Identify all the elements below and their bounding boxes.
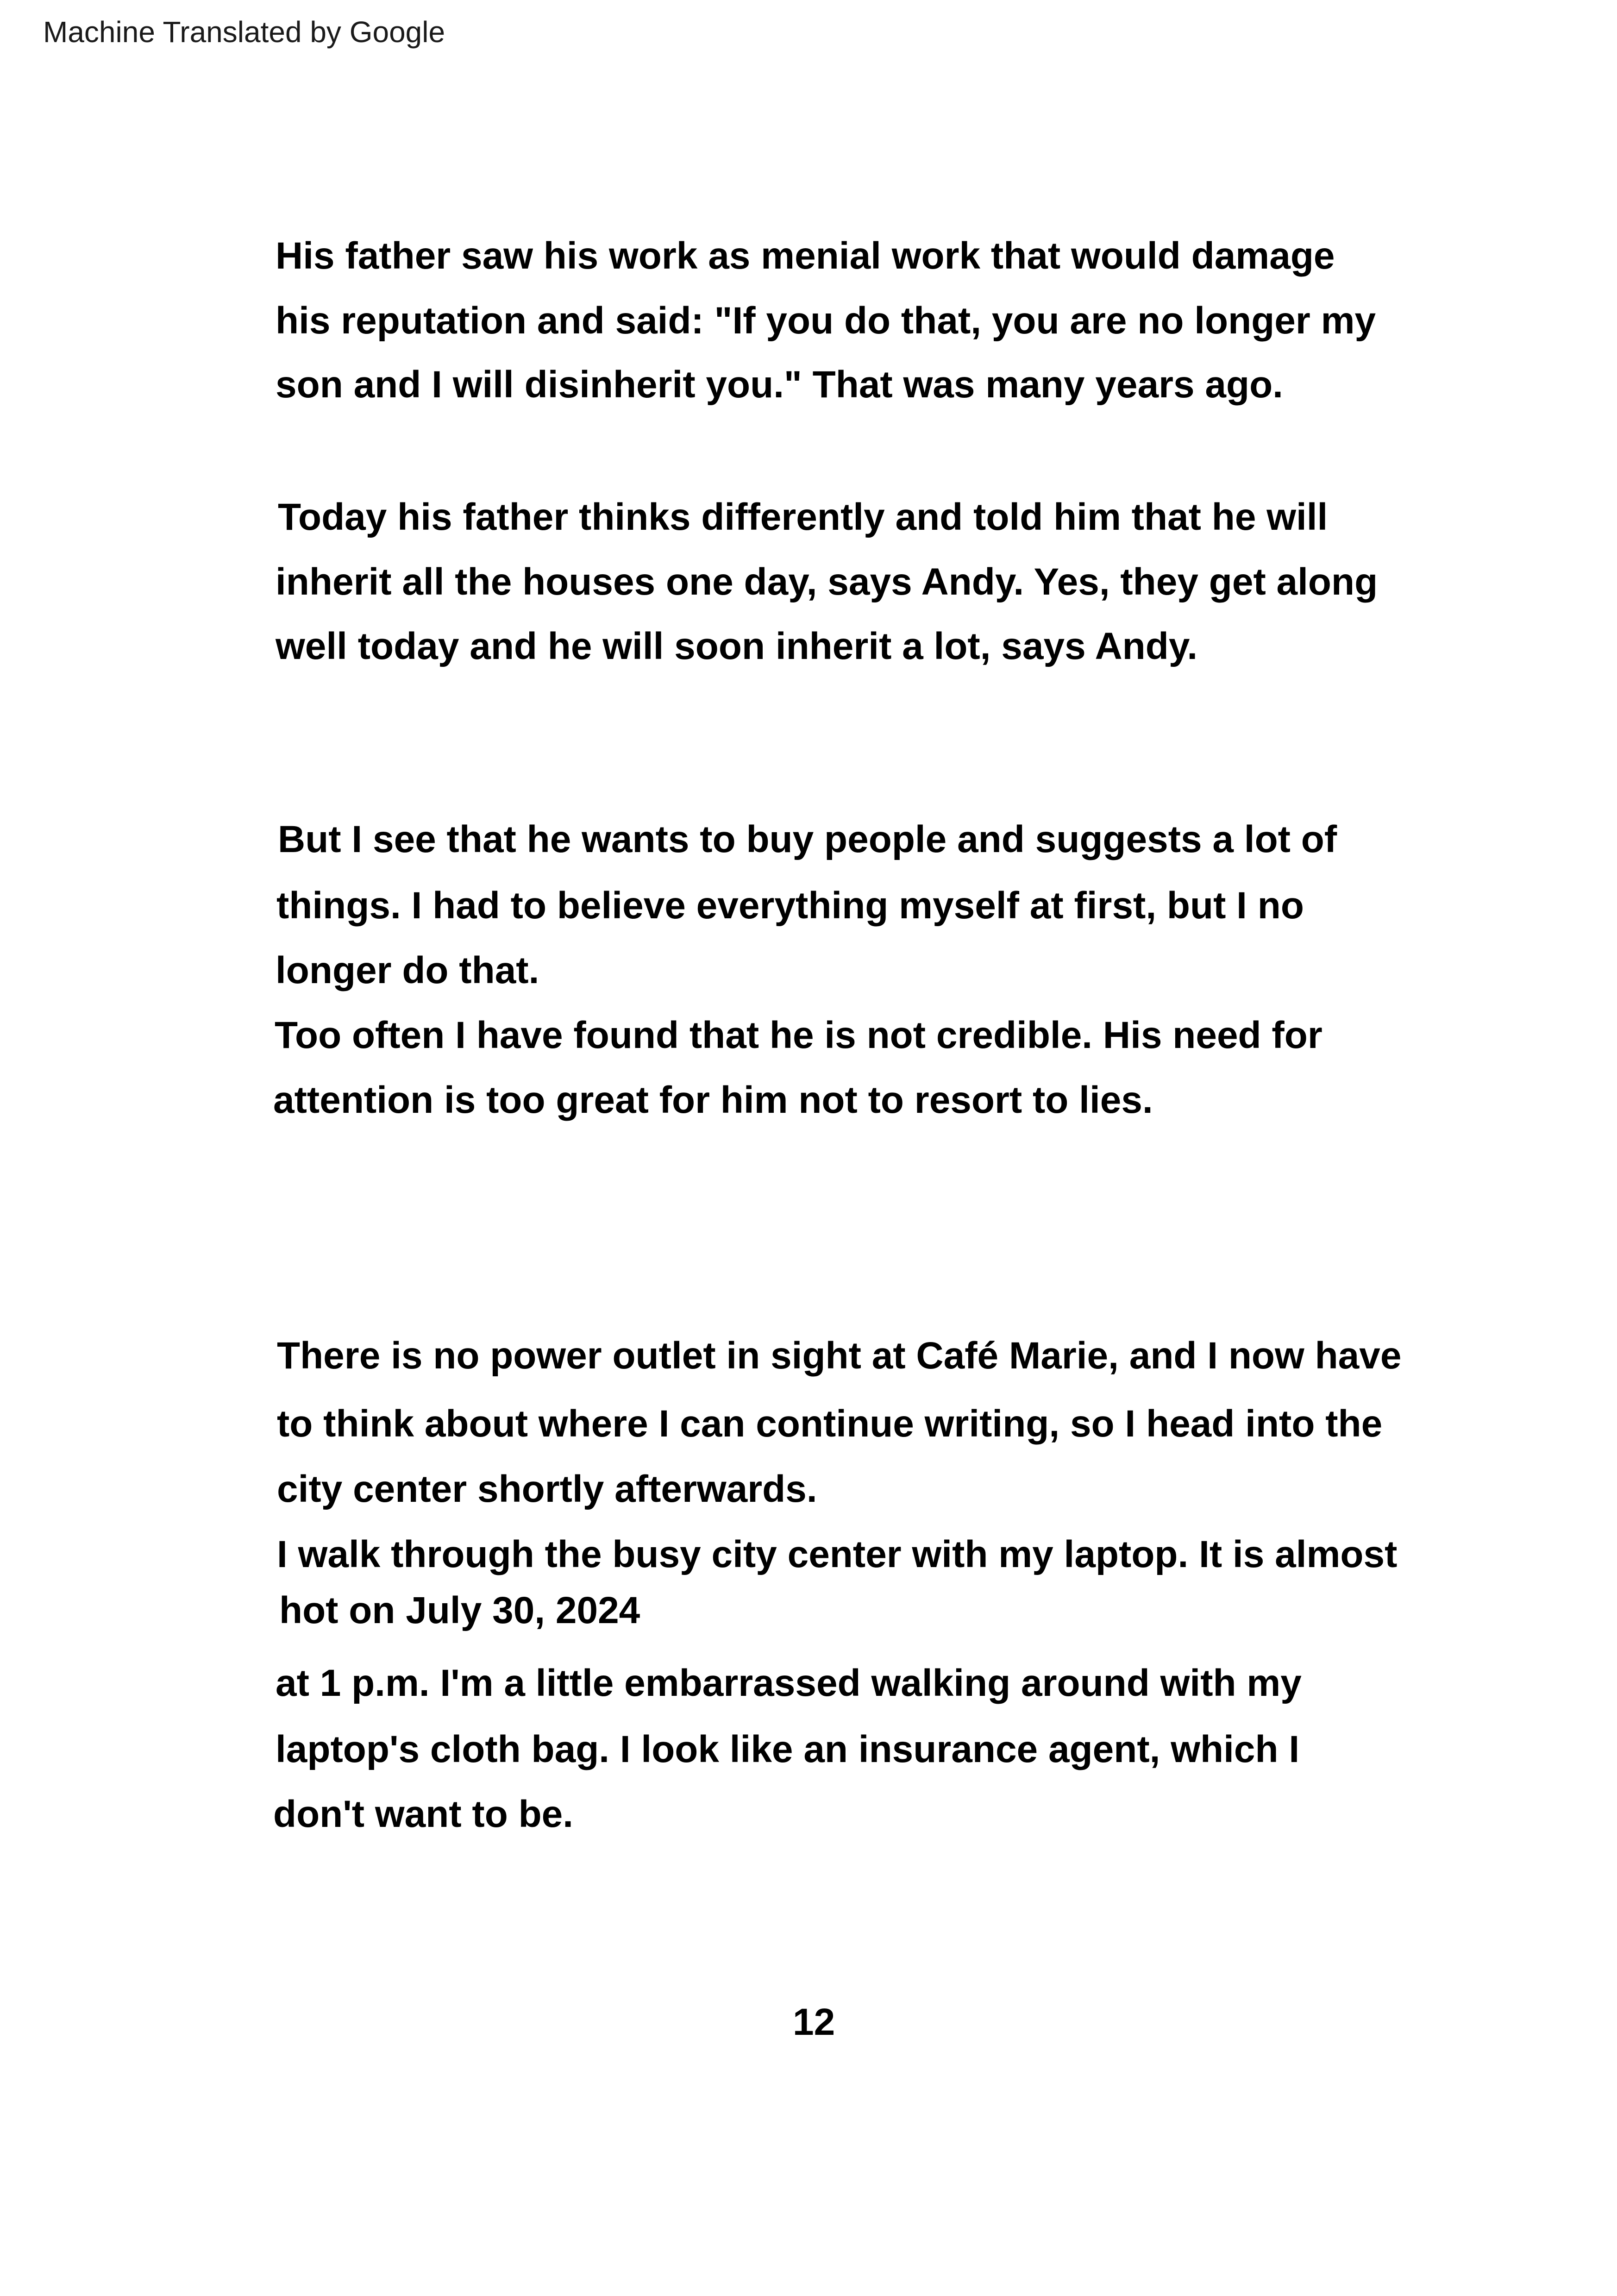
text-line: Today his father thinks differently and told him that he will [278, 496, 1328, 538]
text-line: Too often I have found that he is not credible. His need for [275, 1014, 1322, 1056]
machine-translation-note: Machine Translated by Google [43, 15, 445, 49]
text-line: his reputation and said: "If you do that, you are no longer my [276, 300, 1376, 342]
text-line: There is no power outlet in sight at Café Marie, and I now have [277, 1335, 1402, 1377]
text-line: don't want to be. [273, 1793, 574, 1835]
text-line: attention is too great for him not to resort to lies. [273, 1079, 1153, 1121]
text-line: well today and he will soon inherit a lot, says Andy. [276, 625, 1198, 667]
text-line: city center shortly afterwards. [277, 1468, 817, 1510]
text-line: things. I had to believe everything myself at first, but I no [276, 885, 1304, 927]
page-number: 12 [793, 2001, 835, 2043]
text-line: longer do that. [276, 949, 539, 991]
text-line: to think about where I can continue writing, so I head into the [277, 1403, 1383, 1445]
text-line: I walk through the busy city center with my laptop. It is almost [277, 1533, 1398, 1575]
text-line: son and I will disinherit you." That was many years ago. [276, 364, 1283, 406]
text-line: at 1 p.m. I'm a little embarrassed walking around with my [276, 1662, 1302, 1704]
text-line: His father saw his work as menial work that would damage [276, 235, 1335, 277]
text-line: laptop's cloth bag. I look like an insurance agent, which I [276, 1728, 1300, 1770]
text-line: inherit all the houses one day, says Andy. Yes, they get along [276, 561, 1378, 603]
text-line: But I see that he wants to buy people and suggests a lot of [278, 818, 1337, 860]
text-line: hot on July 30, 2024 [279, 1589, 640, 1631]
